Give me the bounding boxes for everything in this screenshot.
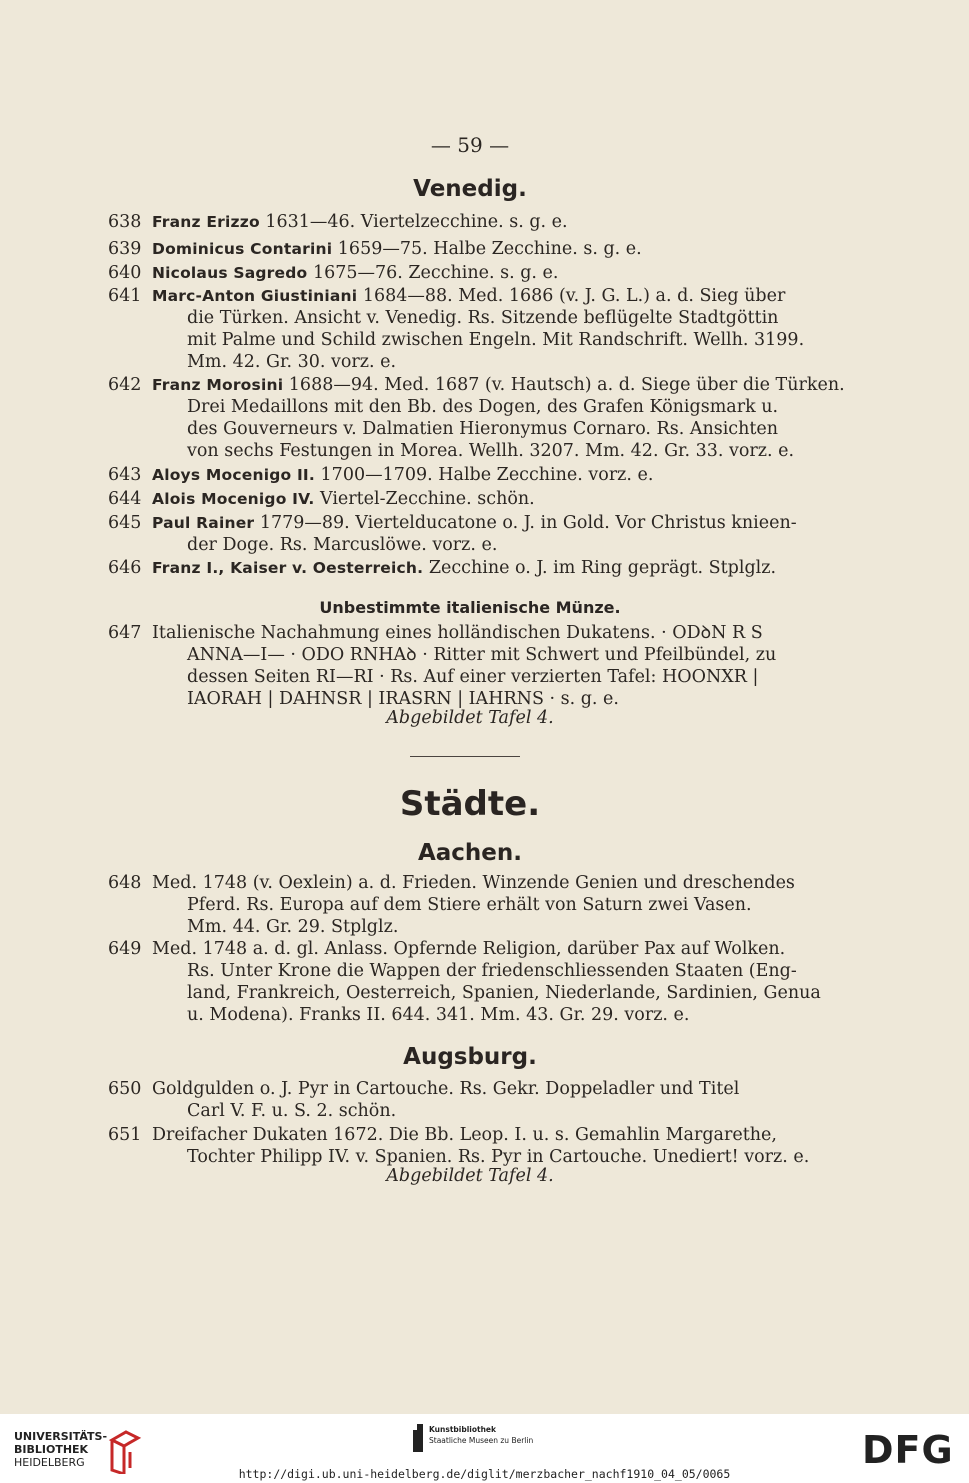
entry-line: Med. 1748 a. d. gl. Anlass. Opfernde Religion, darüber Pax auf Wolken. xyxy=(152,939,786,959)
catalog-entry xyxy=(108,622,828,710)
entry-line: der Doge. Rs. Marcuslöwe. vorz. e. xyxy=(187,535,498,555)
entry-name: Marc-Anton Giustiniani xyxy=(152,287,358,305)
entry-line: Aloys Mocenigo II. 1700—1709. Halbe Zecchine. vorz. e. xyxy=(152,465,654,485)
entry-line: Alois Mocenigo IV. Viertel-Zecchine. schön. xyxy=(152,489,535,509)
entry-line: Goldgulden o. J. Pyr in Cartouche. Rs. Gekr. Doppeladler und Titel xyxy=(152,1079,740,1099)
entry-number: 651 xyxy=(108,1125,142,1145)
catalog-entry xyxy=(108,262,828,284)
entry-line: Dominicus Contarini 1659—75. Halbe Zecchine. s. g. e. xyxy=(152,239,642,259)
catalog-entry xyxy=(108,1078,828,1122)
section-heading-augsburg: Augsburg. xyxy=(403,1044,537,1070)
catalog-entry xyxy=(108,211,828,233)
kunstbibliothek-logo[interactable] xyxy=(413,1424,613,1454)
dfg-logo[interactable]: DFG xyxy=(862,1428,954,1472)
entry-line: Marc-Anton Giustiniani 1684—88. Med. 1686 (v. J. G. L.) a. d. Sieg über xyxy=(152,286,786,306)
entry-line: Nicolaus Sagredo 1675—76. Zecchine. s. g. e. xyxy=(152,263,559,283)
entry-line: von sechs Festungen in Morea. Wellh. 3207. Mm. 42. Gr. 33. vorz. e. xyxy=(187,441,795,461)
divider xyxy=(410,756,520,757)
catalog-entry xyxy=(108,512,828,556)
catalog-entry xyxy=(108,938,828,1026)
catalog-entry xyxy=(108,285,828,373)
entry-number: 640 xyxy=(108,263,142,283)
catalog-entry xyxy=(108,557,828,579)
entry-name: Franz Morosini xyxy=(152,376,284,394)
entry-line: Mm. 42. Gr. 30. vorz. e. xyxy=(187,352,397,372)
entry-line: land, Frankreich, Oesterreich, Spanien, Niederlande, Sardinien, Genua xyxy=(187,983,821,1003)
section-heading-unbestimmte: Unbestimmte italienische Münze. xyxy=(319,598,621,617)
entry-name: Paul Rainer xyxy=(152,514,255,532)
entry-number: 638 xyxy=(108,212,142,232)
entry-line: Tochter Philipp IV. v. Spanien. Rs. Pyr in Cartouche. Unediert! vorz. e. xyxy=(187,1147,810,1167)
caption-plate: Abgebildet Tafel 4. xyxy=(386,1166,554,1186)
entry-line: Mm. 44. Gr. 29. Stplglz. xyxy=(187,917,399,937)
entry-line: Franz Morosini 1688—94. Med. 1687 (v. Hautsch) a. d. Siege über die Türken. xyxy=(152,375,845,395)
section-heading-aachen: Aachen. xyxy=(417,840,523,866)
entry-line: Italienische Nachahmung eines holländischen Dukatens. · ODꝺN R S xyxy=(152,623,763,643)
entry-name: Aloys Mocenigo II. xyxy=(152,466,315,484)
kunstbibliothek-text: Kunstbibliothek Staatliche Museen zu Berlin xyxy=(429,1425,534,1445)
entry-line: IAORAH | DAHNSR | IRASRN | IAHRNS · s. g. e. xyxy=(187,689,619,709)
catalog-entry xyxy=(108,374,845,462)
entry-line: Franz Erizzo 1631—46. Viertelzecchine. s. g. e. xyxy=(152,212,568,232)
entry-line: ANNA—I— · ODO RNHAꝺ · Ritter mit Schwert und Pfeilbündel, zu xyxy=(187,645,777,665)
entry-name: Franz I., Kaiser v. Oesterreich. xyxy=(152,559,424,577)
entry-number: 642 xyxy=(108,375,142,395)
entry-line: u. Modena). Franks II. 644. 341. Mm. 43. Gr. 29. vorz. e. xyxy=(187,1005,690,1025)
section-heading-venedig: Venedig. xyxy=(413,176,527,202)
entry-name: Nicolaus Sagredo xyxy=(152,264,308,282)
entry-number: 644 xyxy=(108,489,142,509)
entry-name: Dominicus Contarini xyxy=(152,240,333,258)
entry-line: Dreifacher Dukaten 1672. Die Bb. Leop. I. u. s. Gemahlin Margarethe, xyxy=(152,1125,777,1145)
entry-line: Paul Rainer 1779—89. Viertelducatone o. J. in Gold. Vor Christus knieen- xyxy=(152,513,797,533)
catalog-entry xyxy=(108,488,828,510)
page-number: — 59 — xyxy=(430,133,510,157)
caption-plate: Abgebildet Tafel 4. xyxy=(386,708,554,728)
entry-line: Drei Medaillons mit den Bb. des Dogen, des Grafen Königsmark u. xyxy=(187,397,779,417)
entry-line: des Gouverneurs v. Dalmatien Hieronymus Cornaro. Rs. Ansichten xyxy=(187,419,779,439)
catalog-entry xyxy=(108,238,828,260)
entry-line: Rs. Unter Krone die Wappen der friedenschliessenden Staaten (Eng- xyxy=(187,961,797,981)
catalog-entry xyxy=(108,1124,828,1168)
source-url-link[interactable]: http://digi.ub.uni-heidelberg.de/diglit/merzbacher_nachf1910_04_05/0065 xyxy=(238,1467,731,1481)
entry-number: 647 xyxy=(108,623,142,643)
entry-line: Franz I., Kaiser v. Oesterreich. Zecchine o. J. im Ring geprägt. Stplglz. xyxy=(152,558,777,578)
entry-line: mit Palme und Schild zwischen Engeln. Mit Randschrift. Wellh. 3199. xyxy=(187,330,805,350)
entry-line: dessen Seiten RI—RI · Rs. Auf einer verzierten Tafel: HOONXR | xyxy=(187,667,759,687)
entry-number: 650 xyxy=(108,1079,142,1099)
entry-line: die Türken. Ansicht v. Venedig. Rs. Sitzende beflügelte Stadtgöttin xyxy=(187,308,779,328)
ub-logo-text: UNIVERSITÄTS- BIBLIOTHEK HEIDELBERG xyxy=(14,1430,108,1469)
entry-number: 639 xyxy=(108,239,142,259)
entry-name: Alois Mocenigo IV. xyxy=(152,490,315,508)
kunstbibliothek-emblem-icon xyxy=(413,1424,425,1452)
entry-number: 645 xyxy=(108,513,142,533)
entry-number: 648 xyxy=(108,873,142,893)
entry-number: 646 xyxy=(108,558,142,578)
entry-line: Carl V. F. u. S. 2. schön. xyxy=(187,1101,397,1121)
footer-bar xyxy=(0,1414,969,1483)
section-heading-staedte: Städte. xyxy=(399,784,541,824)
entry-line: Pferd. Rs. Europa auf dem Stiere erhält von Saturn zwei Vasen. xyxy=(187,895,752,915)
catalog-entry xyxy=(108,872,828,938)
entry-number: 641 xyxy=(108,286,142,306)
entry-name: Franz Erizzo xyxy=(152,213,260,231)
catalog-entry xyxy=(108,464,828,486)
entry-number: 649 xyxy=(108,939,142,959)
entry-line: Med. 1748 (v. Oexlein) a. d. Frieden. Winzende Genien und dreschendes xyxy=(152,873,795,893)
entry-number: 643 xyxy=(108,465,142,485)
